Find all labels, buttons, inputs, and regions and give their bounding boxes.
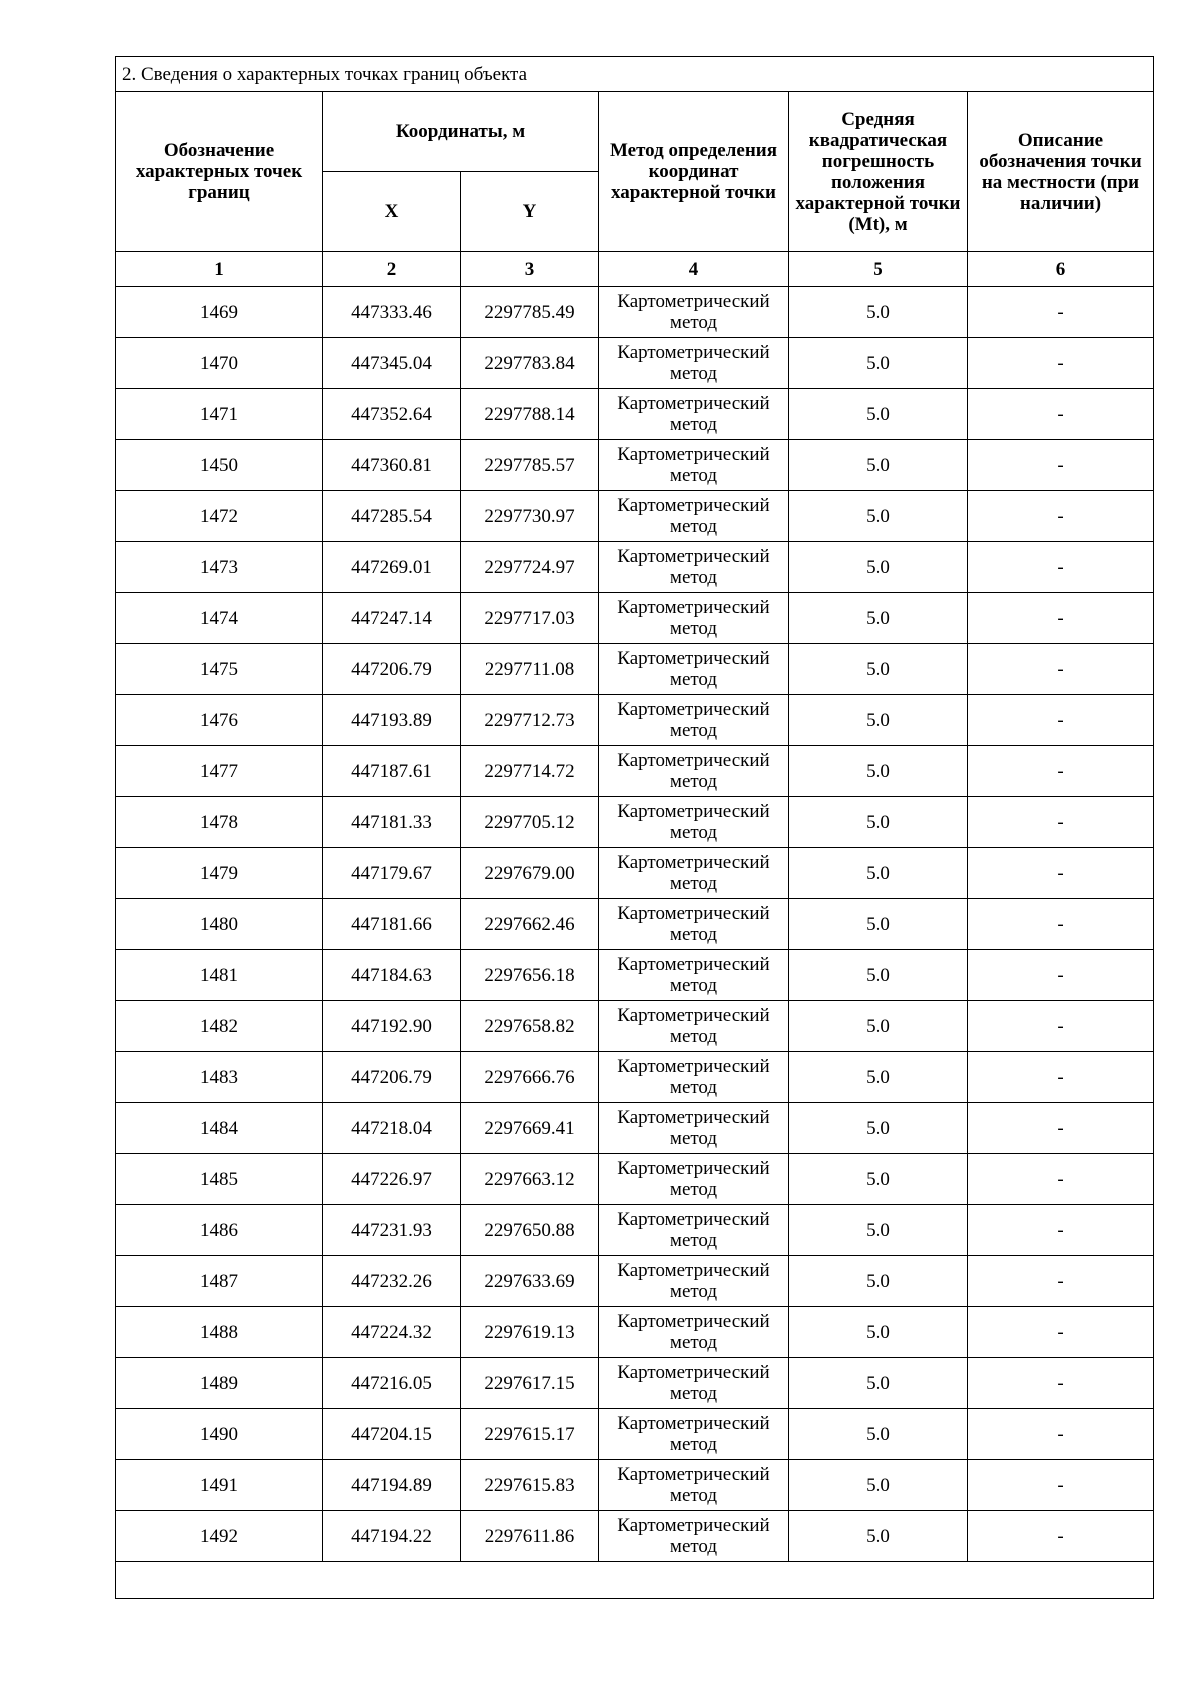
cell-description: - (968, 1103, 1154, 1154)
table-row (116, 1154, 1154, 1205)
cell-error: 5.0 (789, 1256, 968, 1307)
table-row (116, 695, 1154, 746)
cell-error: 5.0 (789, 644, 968, 695)
cell-point-number: 1485 (116, 1154, 323, 1205)
cell-method: Картометрический метод (599, 1154, 789, 1205)
cell-x-coordinate: 447184.63 (323, 950, 461, 1001)
cell-x-coordinate: 447352.64 (323, 389, 461, 440)
cell-y-coordinate: 2297785.57 (461, 440, 599, 491)
cell-error: 5.0 (789, 542, 968, 593)
table-row (116, 593, 1154, 644)
cell-error: 5.0 (789, 1103, 968, 1154)
cell-point-number: 1489 (116, 1358, 323, 1409)
table-row (116, 1307, 1154, 1358)
cell-y-coordinate: 2297666.76 (461, 1052, 599, 1103)
cell-error: 5.0 (789, 1154, 968, 1205)
cell-y-coordinate: 2297650.88 (461, 1205, 599, 1256)
cell-error: 5.0 (789, 389, 968, 440)
cell-description: - (968, 1358, 1154, 1409)
cell-error: 5.0 (789, 1307, 968, 1358)
column-numbers-row (116, 252, 1154, 287)
cell-description: - (968, 542, 1154, 593)
cell-x-coordinate: 447192.90 (323, 1001, 461, 1052)
table-row (116, 1409, 1154, 1460)
cell-y-coordinate: 2297711.08 (461, 644, 599, 695)
cell-description: - (968, 440, 1154, 491)
cell-point-number: 1477 (116, 746, 323, 797)
cell-point-number: 1491 (116, 1460, 323, 1511)
cell-description: - (968, 1052, 1154, 1103)
cell-y-coordinate: 2297662.46 (461, 899, 599, 950)
cell-y-coordinate: 2297679.00 (461, 848, 599, 899)
cell-method: Картометрический метод (599, 746, 789, 797)
cell-error: 5.0 (789, 746, 968, 797)
cell-error: 5.0 (789, 797, 968, 848)
cell-point-number: 1471 (116, 389, 323, 440)
cell-error: 5.0 (789, 593, 968, 644)
cell-description: - (968, 950, 1154, 1001)
cell-point-number: 1476 (116, 695, 323, 746)
cell-error: 5.0 (789, 1460, 968, 1511)
cell-point-number: 1470 (116, 338, 323, 389)
cell-method: Картометрический метод (599, 1409, 789, 1460)
cell-y-coordinate: 2297669.41 (461, 1103, 599, 1154)
cell-method: Картометрический метод (599, 1307, 789, 1358)
cell-error: 5.0 (789, 287, 968, 338)
column-number: 6 (968, 252, 1154, 287)
cell-y-coordinate: 2297615.83 (461, 1460, 599, 1511)
cell-method: Картометрический метод (599, 1205, 789, 1256)
cell-description: - (968, 1256, 1154, 1307)
cell-x-coordinate: 447181.66 (323, 899, 461, 950)
header-description: Описание обозначения точки на местности (при наличии) (968, 92, 1154, 252)
table-row (116, 287, 1154, 338)
cell-point-number: 1484 (116, 1103, 323, 1154)
cell-x-coordinate: 447193.89 (323, 695, 461, 746)
cell-point-number: 1486 (116, 1205, 323, 1256)
header-y: Y (461, 172, 599, 252)
cell-description: - (968, 899, 1154, 950)
column-number: 3 (461, 252, 599, 287)
cell-method: Картометрический метод (599, 1052, 789, 1103)
header-coordinates: Координаты, м (323, 92, 599, 172)
header-method: Метод определения координат характерной точки (599, 92, 789, 252)
table-row (116, 1205, 1154, 1256)
cell-description: - (968, 1205, 1154, 1256)
cell-method: Картометрический метод (599, 1358, 789, 1409)
cell-error: 5.0 (789, 1511, 968, 1562)
cell-method: Картометрический метод (599, 1460, 789, 1511)
cell-description: - (968, 848, 1154, 899)
column-number: 4 (599, 252, 789, 287)
column-number: 5 (789, 252, 968, 287)
cell-description: - (968, 797, 1154, 848)
cell-point-number: 1478 (116, 797, 323, 848)
cell-error: 5.0 (789, 440, 968, 491)
cell-x-coordinate: 447194.89 (323, 1460, 461, 1511)
cell-x-coordinate: 447224.32 (323, 1307, 461, 1358)
cell-method: Картометрический метод (599, 593, 789, 644)
table-row (116, 1256, 1154, 1307)
cell-method: Картометрический метод (599, 644, 789, 695)
cell-method: Картометрический метод (599, 695, 789, 746)
boundary-points-table (115, 56, 1154, 1599)
cell-description: - (968, 491, 1154, 542)
cell-x-coordinate: 447206.79 (323, 1052, 461, 1103)
table-body (116, 287, 1154, 1562)
cell-method: Картометрический метод (599, 899, 789, 950)
cell-method: Картометрический метод (599, 950, 789, 1001)
header-x: X (323, 172, 461, 252)
cell-x-coordinate: 447204.15 (323, 1409, 461, 1460)
header-designation: Обозначение характерных точек границ (116, 92, 323, 252)
cell-x-coordinate: 447333.46 (323, 287, 461, 338)
cell-method: Картометрический метод (599, 491, 789, 542)
cell-point-number: 1490 (116, 1409, 323, 1460)
cell-x-coordinate: 447187.61 (323, 746, 461, 797)
cell-y-coordinate: 2297714.72 (461, 746, 599, 797)
cell-description: - (968, 593, 1154, 644)
cell-y-coordinate: 2297663.12 (461, 1154, 599, 1205)
cell-point-number: 1469 (116, 287, 323, 338)
cell-point-number: 1480 (116, 899, 323, 950)
cell-y-coordinate: 2297783.84 (461, 338, 599, 389)
cell-y-coordinate: 2297656.18 (461, 950, 599, 1001)
cell-y-coordinate: 2297717.03 (461, 593, 599, 644)
cell-point-number: 1475 (116, 644, 323, 695)
section-title: 2. Сведения о характерных точках границ объекта (116, 57, 1154, 92)
cell-x-coordinate: 447218.04 (323, 1103, 461, 1154)
cell-point-number: 1474 (116, 593, 323, 644)
cell-x-coordinate: 447194.22 (323, 1511, 461, 1562)
cell-x-coordinate: 447206.79 (323, 644, 461, 695)
cell-x-coordinate: 447360.81 (323, 440, 461, 491)
cell-y-coordinate: 2297633.69 (461, 1256, 599, 1307)
cell-method: Картометрический метод (599, 440, 789, 491)
cell-error: 5.0 (789, 338, 968, 389)
cell-method: Картометрический метод (599, 389, 789, 440)
table-row (116, 950, 1154, 1001)
cell-method: Картометрический метод (599, 287, 789, 338)
cell-x-coordinate: 447232.26 (323, 1256, 461, 1307)
table-row (116, 389, 1154, 440)
cell-error: 5.0 (789, 1205, 968, 1256)
cell-error: 5.0 (789, 695, 968, 746)
table-footer-row (116, 1562, 1154, 1599)
cell-description: - (968, 1511, 1154, 1562)
cell-description: - (968, 287, 1154, 338)
cell-method: Картометрический метод (599, 797, 789, 848)
table-row (116, 797, 1154, 848)
cell-y-coordinate: 2297712.73 (461, 695, 599, 746)
cell-description: - (968, 695, 1154, 746)
cell-description: - (968, 746, 1154, 797)
cell-y-coordinate: 2297788.14 (461, 389, 599, 440)
table-row (116, 1001, 1154, 1052)
cell-description: - (968, 1460, 1154, 1511)
table-row (116, 542, 1154, 593)
column-number: 2 (323, 252, 461, 287)
table-row (116, 440, 1154, 491)
cell-error: 5.0 (789, 899, 968, 950)
table-row (116, 644, 1154, 695)
cell-x-coordinate: 447247.14 (323, 593, 461, 644)
cell-method: Картометрический метод (599, 1103, 789, 1154)
cell-x-coordinate: 447226.97 (323, 1154, 461, 1205)
cell-y-coordinate: 2297724.97 (461, 542, 599, 593)
cell-y-coordinate: 2297615.17 (461, 1409, 599, 1460)
table-row (116, 1103, 1154, 1154)
table-row (116, 848, 1154, 899)
cell-x-coordinate: 447269.01 (323, 542, 461, 593)
cell-y-coordinate: 2297658.82 (461, 1001, 599, 1052)
document-page (115, 56, 1153, 1599)
table-row (116, 491, 1154, 542)
cell-point-number: 1487 (116, 1256, 323, 1307)
cell-description: - (968, 1307, 1154, 1358)
header-error: Средняя квадратическая погрешность положения характерной точки (Mt), м (789, 92, 968, 252)
cell-method: Картометрический метод (599, 542, 789, 593)
cell-method: Картометрический метод (599, 1511, 789, 1562)
cell-x-coordinate: 447285.54 (323, 491, 461, 542)
cell-point-number: 1488 (116, 1307, 323, 1358)
cell-description: - (968, 389, 1154, 440)
column-number: 1 (116, 252, 323, 287)
table-row (116, 1460, 1154, 1511)
cell-error: 5.0 (789, 1358, 968, 1409)
cell-method: Картометрический метод (599, 1001, 789, 1052)
cell-method: Картометрический метод (599, 1256, 789, 1307)
cell-error: 5.0 (789, 491, 968, 542)
cell-error: 5.0 (789, 1052, 968, 1103)
cell-description: - (968, 1154, 1154, 1205)
cell-description: - (968, 644, 1154, 695)
cell-point-number: 1483 (116, 1052, 323, 1103)
cell-x-coordinate: 447231.93 (323, 1205, 461, 1256)
cell-point-number: 1472 (116, 491, 323, 542)
cell-point-number: 1481 (116, 950, 323, 1001)
table-row (116, 1052, 1154, 1103)
cell-x-coordinate: 447179.67 (323, 848, 461, 899)
empty-footer-cell (116, 1562, 1154, 1599)
cell-y-coordinate: 2297785.49 (461, 287, 599, 338)
cell-description: - (968, 1409, 1154, 1460)
cell-point-number: 1492 (116, 1511, 323, 1562)
cell-error: 5.0 (789, 1001, 968, 1052)
cell-error: 5.0 (789, 1409, 968, 1460)
table-row (116, 746, 1154, 797)
table-row (116, 338, 1154, 389)
cell-method: Картометрический метод (599, 848, 789, 899)
cell-y-coordinate: 2297730.97 (461, 491, 599, 542)
cell-error: 5.0 (789, 950, 968, 1001)
cell-point-number: 1450 (116, 440, 323, 491)
cell-description: - (968, 1001, 1154, 1052)
cell-x-coordinate: 447216.05 (323, 1358, 461, 1409)
cell-y-coordinate: 2297705.12 (461, 797, 599, 848)
table-row (116, 1511, 1154, 1562)
cell-description: - (968, 338, 1154, 389)
cell-x-coordinate: 447181.33 (323, 797, 461, 848)
table-row (116, 899, 1154, 950)
cell-point-number: 1482 (116, 1001, 323, 1052)
cell-point-number: 1479 (116, 848, 323, 899)
cell-y-coordinate: 2297619.13 (461, 1307, 599, 1358)
cell-y-coordinate: 2297617.15 (461, 1358, 599, 1409)
cell-error: 5.0 (789, 848, 968, 899)
cell-x-coordinate: 447345.04 (323, 338, 461, 389)
cell-method: Картометрический метод (599, 338, 789, 389)
cell-point-number: 1473 (116, 542, 323, 593)
table-row (116, 1358, 1154, 1409)
cell-y-coordinate: 2297611.86 (461, 1511, 599, 1562)
